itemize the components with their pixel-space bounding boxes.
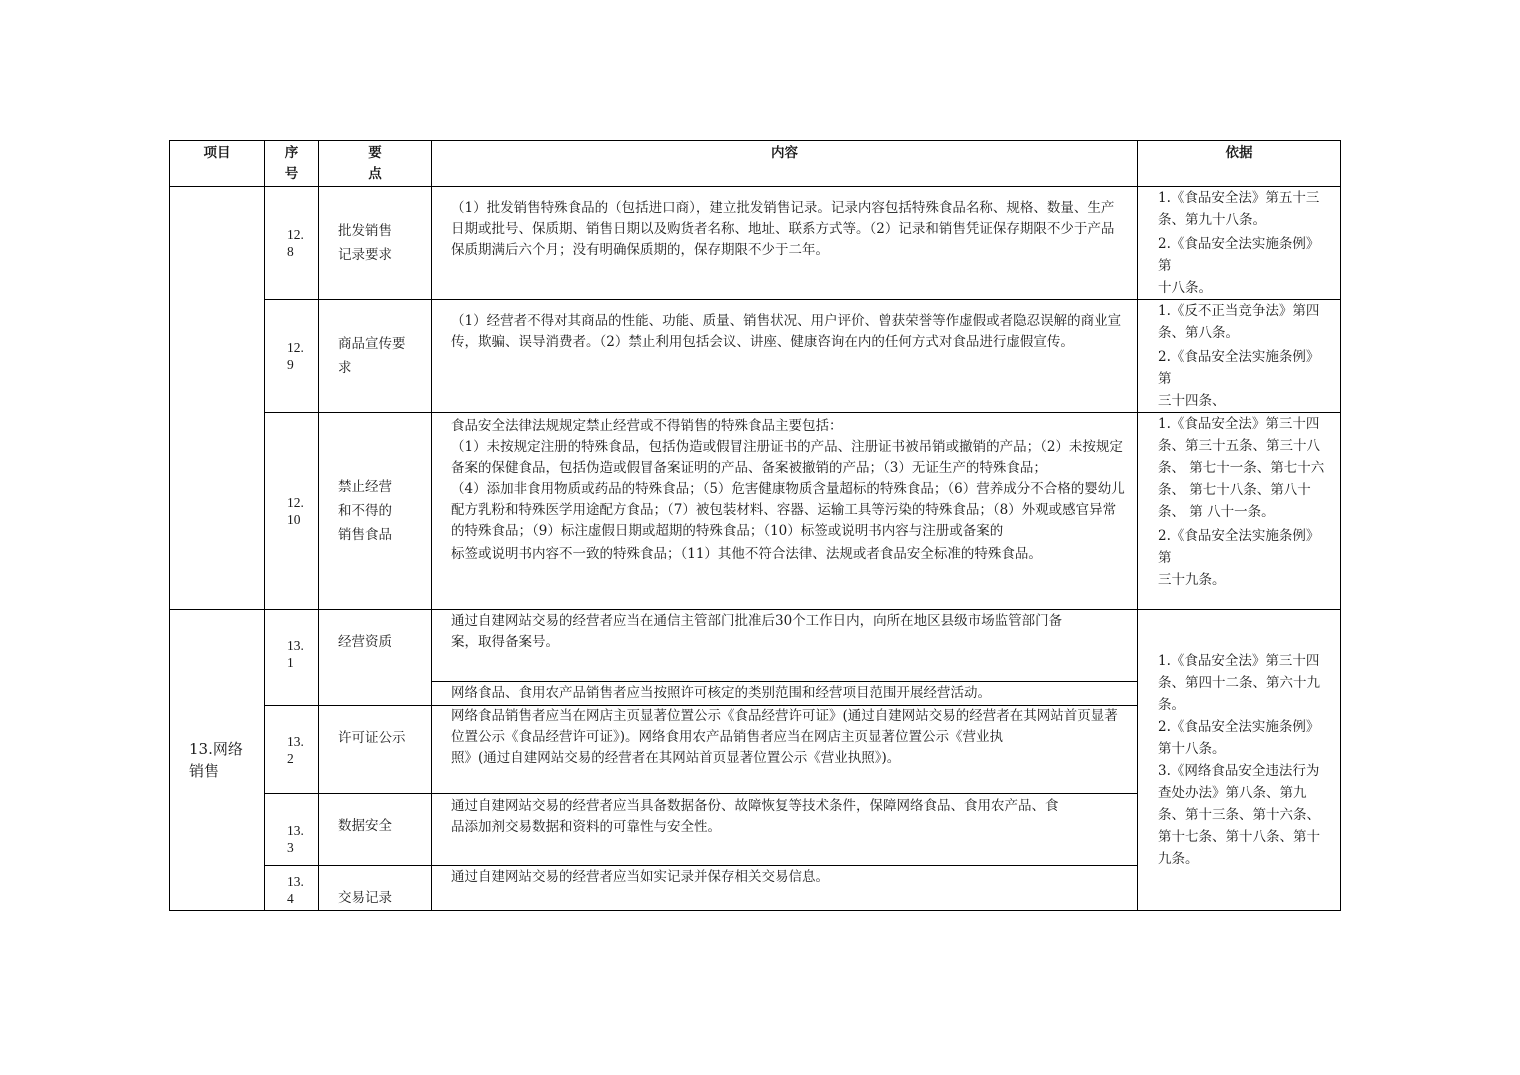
content-cell [432,610,1138,682]
content-line: 通过自建网站交易的经营者应当在通信主管部门批准后30个工作日内，向所在地区县级市场监管部门备 [451,613,1063,629]
basis-line: 十八条。 [1158,280,1212,296]
content-line: （4）添加非食用物质或药品的特殊食品；（5）危害健康物质含量超标的特殊食品；（6）营养成分不合格的婴幼儿配方乳粉和特殊医学用途配方食品；（7）被包装材料、容器、运输工具等污染的特殊食品；（8）外观或感官异常的特殊食品；（9）标注虚假日期或超期的特殊食品；（10）标签或说明书内容与注册或备案的 [451,481,1125,539]
content-line: 标签或说明书内容不一致的特殊食品；（11）其他不符合法律、法规或者食品安全标准的特殊食品。 [451,546,1042,562]
seq-cell [265,794,319,866]
seq-text: 12. 10 [287,495,304,527]
item-cell-13 [170,610,265,911]
key-cell [319,866,432,911]
key-cell [319,187,432,300]
basis-line: 1.《反不正当竞争法》第四条、第八条。 [1158,303,1320,341]
key-text: 交易记录 [338,890,392,906]
content-line: 食品安全法律法规规定禁止经营或不得销售的特殊食品主要包括： [451,418,843,434]
basis-cell [1138,187,1341,300]
key-text: 许可证公示 [338,730,406,746]
header-item: 项目 [170,141,265,187]
key-cell [319,413,432,610]
content-cell [432,794,1138,866]
content-text: （1）批发销售特殊食品的（包括进口商），建立批发销售记录。记录内容包括特殊食品名称、规格、数量、生产日期或批号、保质期、销售日期以及购货者名称、地址、联系方式等。（2）记录和销售凭证保存期限不少于产品保质期满后六个月；没有明确保质期的，保存期限不少于二年。 [451,200,1115,258]
seq-cell [265,866,319,911]
basis-line: 2.《食品安全法实施条例》第 [1158,349,1320,387]
content-cell [432,413,1138,610]
key-text: 商品宣传要 求 [338,336,406,376]
seq-cell [265,300,319,413]
content-text: 网络食品、食用农产品销售者应当按照许可核定的类别范围和经营项目范围开展经营活动。 [451,685,991,701]
basis-line: 三十九条。 [1158,572,1226,588]
seq-text: 13. 3 [287,822,304,855]
basis-cell [1138,610,1341,911]
header-key [319,141,432,187]
seq-cell [265,413,319,610]
item-cell-12 [170,187,265,610]
basis-line: 1.《食品安全法》第五十三条、第九十八条。 [1158,190,1320,228]
basis-line: 2.《食品安全法实施条例》第 [1158,528,1320,566]
basis-line: 2.《食品安全法实施条例》第 [1158,236,1320,274]
header-basis: 依据 [1138,141,1341,187]
regulation-table [169,140,1341,911]
content-line: （1）未按规定注册的特殊食品，包括伪造或假冒注册证书的产品、注册证书被吊销或撤销的产品；（2）未按规定备案的保健食品，包括伪造或假冒备案证明的产品、备案被撤销的产品；（3）无证生产的特殊食品； [451,439,1123,476]
item-13-label: 13.网络 销售 [189,740,243,780]
table-row [170,413,1341,610]
table-row [170,300,1341,413]
table-row [170,610,1341,682]
header-row [170,141,1341,187]
content-cell [432,300,1138,413]
table-row [170,187,1341,300]
content-line: 品添加剂交易数据和资料的可靠性与安全性。 [451,819,721,835]
basis-line: 3.《网络食品安全违法行为查处办法》第八条、第九条、第十三条、第十六条、第十七条、第十八条、第十九条。 [1158,763,1320,867]
basis-cell [1138,300,1341,413]
seq-text: 13. 1 [287,638,304,670]
content-line: 照》(通过自建网站交易的经营者在其网站首页显著位置公示《营业执照》)。 [451,750,901,766]
header-content: 内容 [432,141,1138,187]
header-seq-text: 序 号 [284,145,299,182]
content-line: 网络食品销售者应当在网店主页显著位置公示《食品经营许可证》(通过自建网站交易的经营者在其网站首页显著位置公示《食品经营许可证》)。网络食用农产品销售者应当在网店主页显著位置公示《营业执 [451,708,1118,745]
seq-cell [265,187,319,300]
seq-text: 12. 8 [287,227,304,259]
key-cell [319,794,432,866]
content-line: 案，取得备案号。 [451,634,559,650]
seq-text: 13. 2 [287,734,304,766]
content-text: （1）经营者不得对其商品的性能、功能、质量、销售状况、用户评价、曾获荣誉等作虚假或者隐忍误解的商业宣传，欺骗、误导消费者。（2）禁止利用包括会议、讲座、健康咨询在内的任何方式对食品进行虚假宣传。 [451,313,1122,350]
content-cell [432,682,1138,706]
basis-line: 三十四条、 [1158,393,1226,409]
key-cell [319,610,432,706]
seq-cell [265,706,319,794]
key-cell [319,300,432,413]
content-text: 通过自建网站交易的经营者应当如实记录并保存相关交易信息。 [451,869,829,885]
seq-text: 13. 4 [287,874,304,906]
basis-cell [1138,413,1341,610]
key-text: 批发销售 记录要求 [338,223,392,263]
content-cell [432,187,1138,300]
key-text: 经营资质 [338,634,392,650]
basis-line: 1.《食品安全法》第三十四条、第三十五条、第三十八条、 第七十一条、第七十六条、 第七十八条、第八十条、 第 八十一条。 [1158,416,1325,520]
seq-text: 12. 9 [287,340,304,372]
header-key-text: 要 点 [368,145,382,182]
content-line: 通过自建网站交易的经营者应当具备数据备份、故障恢复等技术条件，保障网络食品、食用农产品、食 [451,798,1059,814]
seq-cell [265,610,319,706]
key-cell [319,706,432,794]
content-cell [432,866,1138,911]
content-cell [432,706,1138,794]
header-seq [265,141,319,187]
basis-line: 2.《食品安全法实施条例》第十八条。 [1158,719,1320,757]
key-text: 数据安全 [338,818,392,834]
key-text: 禁止经营 和不得的 销售食品 [338,479,392,543]
basis-line: 1.《食品安全法》第三十四条、第四十二条、第六十九条。 [1158,653,1320,713]
